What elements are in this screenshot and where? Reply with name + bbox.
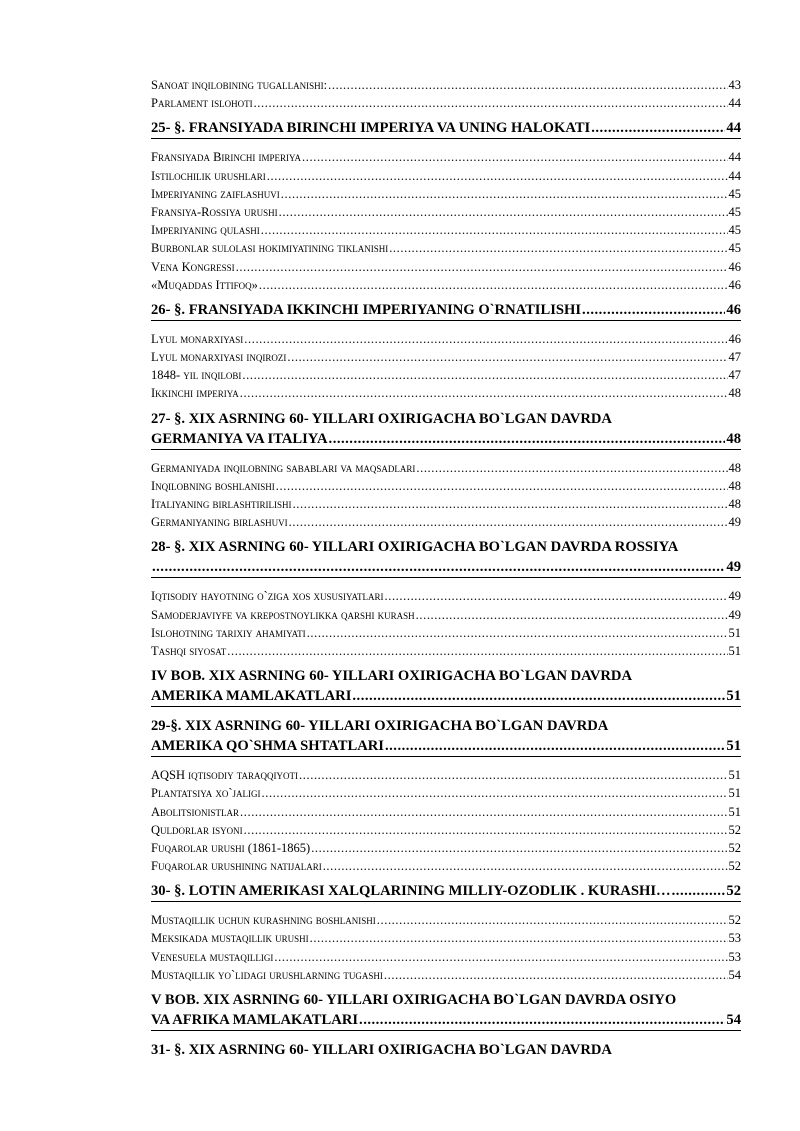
toc-entry[interactable]: [151, 348, 741, 366]
dot-leader: [299, 766, 727, 784]
toc-entry-title: Italiyaning birlashtirilishi: [151, 497, 292, 511]
toc-section-heading[interactable]: [151, 990, 741, 1031]
toc-page-number: 48: [728, 386, 741, 401]
dot-leader: [254, 94, 728, 112]
dot-leader: [240, 803, 727, 821]
dot-leader: [310, 929, 728, 947]
dot-leader: [359, 1010, 725, 1030]
toc-page-number: 46: [728, 259, 741, 274]
toc-page-number: 46: [728, 277, 741, 292]
dot-leader: [385, 587, 728, 605]
toc-entry-title: Fuqarolar urushi (1861-1865): [151, 840, 311, 855]
toc-entry-title: AQSH iqtisodiy taraqqiyoti: [151, 768, 299, 783]
toc-entry-title: Venesuela mustaqilligi: [151, 949, 274, 964]
toc-entry-title: Fuqarolar urushining natijalari: [151, 859, 322, 874]
dot-leader: [416, 459, 727, 477]
toc-page-number: 44: [728, 96, 741, 111]
dot-leader: [329, 429, 726, 449]
toc-entry[interactable]: [151, 821, 741, 839]
toc-page-number: 51: [726, 738, 741, 755]
toc-page-number: 45: [728, 204, 741, 219]
toc-entry[interactable]: [151, 948, 741, 966]
toc-page-number: 52: [728, 859, 741, 874]
toc-entry[interactable]: [151, 239, 741, 257]
dot-leader: [289, 513, 728, 531]
toc-section-heading[interactable]: [151, 118, 741, 139]
toc-entry-title: Abolitsionistlar: [151, 804, 240, 819]
toc-page-number: 49: [726, 559, 741, 576]
toc-entry[interactable]: [151, 258, 741, 276]
toc-entry-title: «Muqaddas Ittifoq»: [151, 277, 258, 292]
toc-page-number: 46: [726, 301, 741, 318]
dot-leader: [242, 366, 727, 384]
toc-entry-title: Tashqi siyosat: [151, 643, 227, 658]
toc-page-number: 44: [726, 120, 741, 137]
toc-entry-title: Lyul monarxiyasi: [151, 331, 244, 346]
dot-leader: [274, 948, 727, 966]
toc-page-number: 47: [728, 350, 741, 365]
toc-entry-title: Plantatsiya xo`jaligi: [151, 786, 261, 801]
toc-page-number: 48: [728, 497, 741, 511]
toc-entry-title: Imperiyaning qulashi: [151, 223, 260, 238]
toc-entry-title: Vena Kongressi: [151, 259, 235, 274]
toc-entry[interactable]: [151, 459, 741, 477]
toc-heading-line: 29-§. XIX ASRNING 60- YILLARI OXIRIGACHA BO`LGAN DAVRDA: [151, 718, 609, 735]
toc-heading-line: 26- §. FRANSIYADA IKKINCHI IMPERIYANING O`RNATILISHI: [151, 301, 582, 318]
dot-leader: [262, 784, 728, 802]
toc-entry-title: Mustaqillik yo`lidagi urushlarning tugashi: [151, 967, 383, 982]
toc-page-number: 46: [728, 331, 741, 346]
toc-entry[interactable]: [151, 642, 741, 660]
toc-entry[interactable]: [151, 203, 741, 221]
dot-leader: [328, 76, 727, 94]
toc-entry[interactable]: [151, 148, 741, 166]
toc-entry-title: Inqilobning boshlanishi: [151, 478, 275, 493]
toc-entry-title: Sanoat inqilobining tugallanishi:: [151, 78, 328, 92]
toc-page-number: 53: [728, 931, 741, 946]
toc-heading-line: 27- §. XIX ASRNING 60- YILLARI OXIRIGACHA BO`LGAN DAVRDA: [151, 410, 612, 427]
toc-entry-title: 1848- yil inqilobi: [151, 368, 242, 383]
toc-heading-line: GERMANIYA VA ITALIYA: [151, 430, 328, 447]
toc-entry[interactable]: [151, 495, 741, 513]
dot-leader: [279, 203, 728, 221]
toc-heading-line: V BOB. XIX ASRNING 60- YILLARI OXIRIGACHA BO`LGAN DAVRDA OSIYO: [151, 992, 677, 1008]
toc-entry[interactable]: [151, 857, 741, 875]
toc-entry[interactable]: [151, 76, 741, 94]
dot-leader: [236, 258, 728, 276]
toc-page-number: 52: [728, 822, 741, 837]
toc-page-number: 51: [728, 768, 741, 783]
toc-heading-line: 25- §. FRANSIYADA BIRINCHI IMPERIYA VA UNING HALOKATI: [151, 120, 591, 137]
toc-entry[interactable]: [151, 513, 741, 531]
dot-leader: [240, 384, 728, 402]
toc-page-number: 52: [728, 913, 741, 928]
toc-heading-line: AMERIKA QO`SHMA SHTATLARI: [151, 738, 384, 755]
toc-page-number: 45: [728, 186, 741, 201]
toc-page-number: 44: [728, 168, 741, 183]
toc-entry-title: Quldorlar isyoni: [151, 822, 243, 837]
toc-heading-line: IV BOB. XIX ASRNING 60- YILLARI OXIRIGACHA BO`LGAN DAVRDA: [151, 668, 632, 685]
toc-entry-title: Samoderjaviyfe va krepostnoylikka qarshi kurash: [151, 607, 415, 622]
toc-section-heading[interactable]: [151, 409, 741, 450]
toc-entry-title: Burbonlar sulolasi hokimiyatining tiklanishi: [151, 241, 389, 256]
toc-section-heading[interactable]: [151, 881, 741, 902]
toc-entry[interactable]: [151, 624, 741, 642]
toc-page-number: 51: [728, 804, 741, 819]
dot-leader: [307, 624, 728, 642]
toc-entry[interactable]: [151, 330, 741, 348]
toc-heading-line: AMERIKA MAMLAKATLARI: [151, 688, 352, 705]
toc-page-number: 49: [728, 607, 741, 622]
dot-leader: [311, 839, 727, 857]
toc-heading-line: VA AFRIKA MAMLAKATLARI: [151, 1012, 359, 1028]
toc-page-number: 49: [728, 515, 741, 530]
dot-leader: [281, 185, 728, 203]
toc-page-number: 45: [728, 241, 741, 256]
dot-leader: [267, 167, 728, 185]
toc-page-number: 51: [728, 643, 741, 658]
dot-leader: [293, 495, 728, 513]
dot-leader: [416, 606, 728, 624]
dot-leader: [152, 557, 725, 577]
dot-leader: [259, 276, 728, 294]
toc-entry[interactable]: [151, 766, 741, 784]
toc-entry-title: Fransiya-Rossiya urushi: [151, 204, 278, 219]
dot-leader: [323, 857, 728, 875]
toc-page-number: 51: [726, 688, 741, 705]
toc-page-number: 54: [728, 967, 741, 982]
toc-entry[interactable]: [151, 966, 741, 984]
toc-entry-title: Mustaqillik uchun kurashning boshlanishi: [151, 913, 376, 928]
toc-section-heading[interactable]: [151, 666, 741, 707]
toc-entry[interactable]: [151, 366, 741, 384]
toc-page-number: 51: [728, 625, 741, 640]
dot-leader: [261, 221, 728, 239]
toc-page-number: 52: [728, 840, 741, 855]
toc-section-heading[interactable]: [151, 1040, 741, 1060]
toc-entry[interactable]: [151, 185, 741, 203]
toc-entry[interactable]: [151, 839, 741, 857]
toc-entry-title: Ikkinchi imperiya: [151, 386, 239, 401]
dot-leader: [591, 118, 725, 138]
dot-leader: [384, 966, 728, 984]
toc-entry-title: Iqtisodiy hayotning o`ziga xos xususiyatlari: [151, 589, 384, 604]
toc-entry[interactable]: [151, 477, 741, 495]
toc-page-number: 54: [726, 1012, 741, 1028]
toc-entry[interactable]: [151, 606, 741, 624]
toc-entry-title: Parlament islohoti: [151, 96, 253, 111]
dot-leader: [227, 642, 727, 660]
toc-entry-title: Istilochilik urushlari: [151, 168, 266, 183]
toc-entry-title: Germaniyaning birlashuvi: [151, 515, 288, 530]
toc-entry[interactable]: [151, 587, 741, 605]
toc-page-number: 49: [728, 589, 741, 604]
toc-page-number: 48: [728, 460, 741, 475]
toc-heading-line: 31- §. XIX ASRNING 60- YILLARI OXIRIGACHA BO`LGAN DAVRDA: [151, 1042, 612, 1058]
toc-page-number: 53: [728, 949, 741, 964]
toc-section-heading[interactable]: [151, 716, 741, 757]
dot-leader: [302, 148, 727, 166]
dot-leader: [672, 881, 726, 901]
table-of-contents: [151, 76, 741, 1060]
toc-page-number: 48: [726, 430, 741, 447]
toc-entry-title: Imperiyaning zaiflashuvi: [151, 186, 280, 201]
toc-entry[interactable]: [151, 803, 741, 821]
toc-entry[interactable]: [151, 276, 741, 294]
toc-page-number: 51: [728, 786, 741, 801]
dot-leader: [287, 348, 727, 366]
dot-leader: [244, 330, 727, 348]
toc-entry[interactable]: [151, 94, 741, 112]
toc-entry-title: Islohotning tarixiy ahamiyati: [151, 625, 306, 640]
dot-leader: [352, 686, 725, 706]
toc-section-heading[interactable]: [151, 537, 741, 578]
dot-leader: [385, 736, 725, 756]
dot-leader: [582, 300, 725, 320]
toc-heading-line: 28- §. XIX ASRNING 60- YILLARI OXIRIGACHA BO`LGAN DAVRDA ROSSIYA: [151, 539, 679, 556]
dot-leader: [276, 477, 728, 495]
toc-entry-title: Fransiyada Birinchi imperiya: [151, 150, 302, 165]
toc-entry-title: Lyul monarxiyasi inqirozi: [151, 350, 287, 365]
toc-entry-title: Meksikada mustaqillik urushi: [151, 931, 309, 946]
toc-entry[interactable]: [151, 384, 741, 402]
toc-section-heading[interactable]: [151, 300, 741, 321]
toc-page-number: 43: [728, 78, 741, 92]
toc-heading-line: 30- §. LOTIN AMERIKASI XALQLARINING MILLIY-OZODLIK . KURASHI…: [151, 883, 671, 900]
toc-page-number: 45: [728, 223, 741, 238]
dot-leader: [389, 239, 727, 257]
dot-leader: [244, 821, 728, 839]
toc-page-number: 47: [728, 368, 741, 383]
toc-entry[interactable]: [151, 911, 741, 929]
toc-page-number: 44: [728, 150, 741, 165]
toc-page-number: 52: [726, 883, 741, 900]
toc-entry[interactable]: [151, 167, 741, 185]
dot-leader: [377, 911, 728, 929]
toc-entry-title: Germaniyada inqilobning sabablari va maqsadlari: [151, 460, 416, 475]
toc-entry[interactable]: [151, 929, 741, 947]
toc-page-number: 48: [728, 478, 741, 493]
toc-entry[interactable]: [151, 221, 741, 239]
toc-entry[interactable]: [151, 784, 741, 802]
